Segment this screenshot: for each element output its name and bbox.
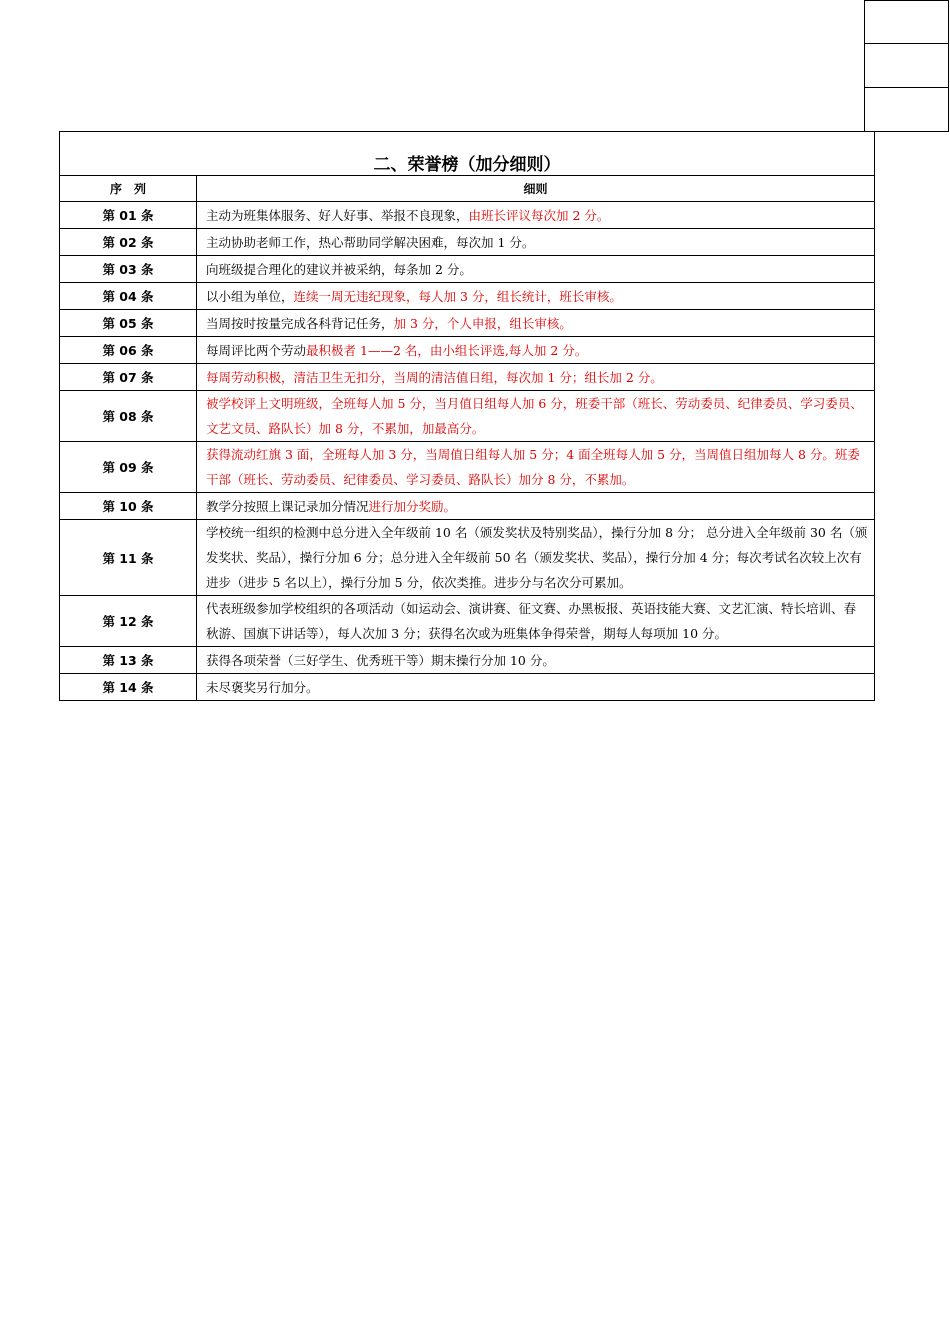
detail-text: 学校统一组织的检测中总分进入全年级前 10 名（颁发奖状及特别奖品），操行分加 8 分； 总分进入全年级前 30 名（颁发奖状、奖品），操行分加 6 分；总分进入全年级前 50 名（颁发奖状、奖品），操行分加 4 分；每次考试名次较上次有进步（进步 5 名以上），操行分加 5 分，依次类推。进步分与名次分可累加。 bbox=[206, 525, 868, 590]
detail-text: 主动为班集体服务、好人好事、举报不良现象， bbox=[206, 207, 469, 223]
rule-number: 第 02 条 bbox=[60, 229, 197, 256]
table-row bbox=[60, 596, 875, 647]
rule-number: 第 14 条 bbox=[60, 674, 197, 701]
corner-boxes bbox=[864, 0, 949, 130]
rule-number: 第 05 条 bbox=[60, 310, 197, 337]
detail-text: 获得各项荣誉（三好学生、优秀班干等）期末操行分加 10 分。 bbox=[206, 652, 555, 668]
table-row bbox=[60, 493, 875, 520]
detail-text: 以小组为单位， bbox=[206, 288, 294, 304]
corner-box bbox=[864, 88, 949, 132]
highlighted-text: 连续一周无违纪现象，每人加 3 分，组长统计，班长审核。 bbox=[293, 288, 622, 304]
highlighted-text: 每周劳动积极，清洁卫生无扣分，当周的清洁值日组，每次加 1 分；组长加 2 分。 bbox=[206, 369, 663, 385]
table-row bbox=[60, 256, 875, 283]
rule-number: 第 01 条 bbox=[60, 202, 197, 229]
rule-detail bbox=[197, 229, 875, 256]
detail-text: 每周评比两个劳动 bbox=[206, 342, 307, 358]
table-row bbox=[60, 442, 875, 493]
rule-detail bbox=[197, 647, 875, 674]
highlighted-text: 获得流动红旗 3 面，全班每人加 3 分，当周值日组每人加 5 分；4 面全班每人加 5 分，当周值日组加每人 8 分。班委干部（班长、劳动委员、纪律委员、学习委员、路队长）加分 8 分，不累加。 bbox=[206, 447, 860, 487]
rule-number: 第 07 条 bbox=[60, 364, 197, 391]
detail-text: 未尽褒奖另行加分。 bbox=[206, 679, 319, 695]
highlighted-text: 进行加分奖励。 bbox=[368, 498, 457, 514]
rule-number: 第 11 条 bbox=[60, 520, 197, 596]
table-row bbox=[60, 283, 875, 310]
header-detail: 细则 bbox=[197, 176, 875, 202]
highlighted-text: 最积极者 1——2 名，由小组长评选,每人加 2 分。 bbox=[306, 342, 588, 358]
rule-number: 第 12 条 bbox=[60, 596, 197, 647]
table-row bbox=[60, 647, 875, 674]
table-row bbox=[60, 229, 875, 256]
table-title: 二、荣誉榜（加分细则） bbox=[60, 132, 875, 176]
rule-number: 第 03 条 bbox=[60, 256, 197, 283]
rule-detail bbox=[197, 442, 875, 493]
corner-box bbox=[864, 0, 949, 44]
header-index: 序 列 bbox=[60, 176, 197, 202]
corner-box bbox=[864, 44, 949, 88]
detail-text: 代表班级参加学校组织的各项活动（如运动会、演讲赛、征文赛、办黑板报、英语技能大赛、文艺汇演、特长培训、春秋游、国旗下讲话等），每人次加 3 分；获得名次或为班集体争得荣誉，期每人每项加 10 分。 bbox=[206, 601, 857, 641]
table-row bbox=[60, 310, 875, 337]
rule-detail bbox=[197, 364, 875, 391]
detail-text: 当周按时按量完成各科背记任务， bbox=[206, 315, 394, 331]
rule-number: 第 09 条 bbox=[60, 442, 197, 493]
rule-detail bbox=[197, 310, 875, 337]
rule-detail bbox=[197, 391, 875, 442]
detail-text: 向班级提合理化的建议并被采纳，每条加 2 分。 bbox=[206, 261, 472, 277]
rule-number: 第 08 条 bbox=[60, 391, 197, 442]
rule-number: 第 06 条 bbox=[60, 337, 197, 364]
table-row bbox=[60, 391, 875, 442]
rule-detail bbox=[197, 674, 875, 701]
rule-detail bbox=[197, 256, 875, 283]
rule-detail bbox=[197, 202, 875, 229]
table-row bbox=[60, 674, 875, 701]
table-row bbox=[60, 202, 875, 229]
rule-detail bbox=[197, 596, 875, 647]
detail-text: 教学分按照上课记录加分情况 bbox=[206, 498, 369, 514]
rule-detail bbox=[197, 493, 875, 520]
table-row bbox=[60, 520, 875, 596]
rule-detail bbox=[197, 520, 875, 596]
highlighted-text: 被学校评上文明班级，全班每人加 5 分，当月值日组每人加 6 分，班委干部（班长、劳动委员、纪律委员、学习委员、文艺文员、路队长）加 8 分，不累加，加最高分。 bbox=[206, 396, 863, 436]
highlighted-text: 加 3 分，个人申报，组长审核。 bbox=[393, 315, 572, 331]
rule-number: 第 10 条 bbox=[60, 493, 197, 520]
rule-detail bbox=[197, 283, 875, 310]
highlighted-text: 由班长评议每次加 2 分。 bbox=[468, 207, 610, 223]
detail-text: 主动协助老师工作，热心帮助同学解决困难，每次加 1 分。 bbox=[206, 234, 535, 250]
table-row bbox=[60, 337, 875, 364]
rule-number: 第 13 条 bbox=[60, 647, 197, 674]
honor-rules-table bbox=[59, 131, 875, 701]
table-row bbox=[60, 364, 875, 391]
rule-number: 第 04 条 bbox=[60, 283, 197, 310]
rule-detail bbox=[197, 337, 875, 364]
